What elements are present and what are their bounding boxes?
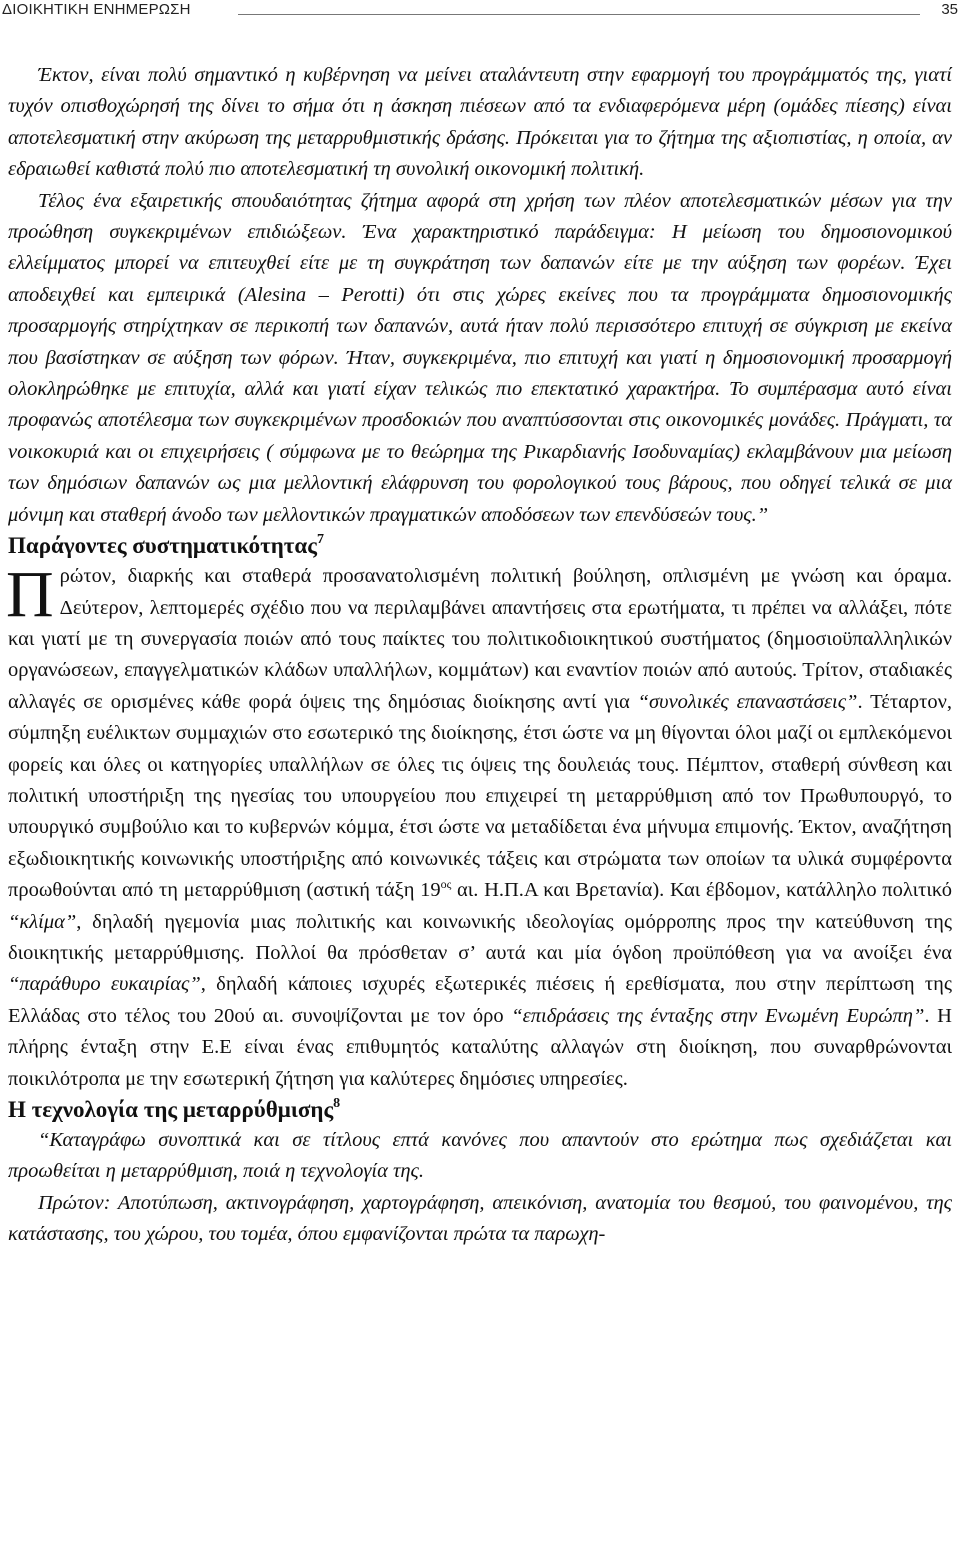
journal-title: ΔΙΟΙΚΗΤΙΚΗ ΕΝΗΜΕΡΩΣΗ — [2, 1, 191, 18]
section2-paragraph-1: “Καταγράφω συνοπτικά και σε τίτλους επτά κανόνες που απαντούν στο ερώτημα πως σχεδιάζεται και προωθείται η μεταρρύθμιση, ποιά η τεχνολογία της. — [8, 1129, 952, 1183]
running-header — [0, 0, 960, 24]
body-text: . Τέταρτον, σύμπηξη ευέλικτων συμμαχιών στο εσωτερικό της διοίκησης, έτσι ώστε να μη θίγονται όλοι μαζί οι εμπλεκόμενοι φορείς και όλες οι κατηγορίες υπαλλήλων σε όλες τις όψεις της δουλειάς τους. Πέμπτον, σταθερή σύνθεση και πολιτική υποστήριξη της ηγεσίας του υπουργείου που επιχειρεί τη μεταρρύθμιση από τον Πρωθυπουργό, το υπουργικό συμβούλιο και το κυβερνών κόμμα, έτσι ώστε να μεταδίδεται ένα μήνυμα επιμονής. Έκτον, αναζήτηση εξωδιοικητικής κοινωνικής υποστήριξης από κοινωνικές τάξεις και στρώματα των οποίων τα υλικά συμφέροντα προωθούνται από τη μεταρρύθμιση (αστική τάξη 19 — [8, 690, 952, 902]
emphasis-text: “επιδράσεις της ένταξης στην Ενωμένη Ευρώπη” — [511, 1004, 925, 1027]
footnote-ref-8: 8 — [333, 1096, 341, 1111]
section-heading-technology — [8, 1095, 952, 1125]
section2-paragraph-2: Πρώτον: Αποτύπωση, ακτινογράφηση, χαρτογράφηση, απεικόνιση, ανατομία του θεσμού, του φαινομένου, της κατάστασης, του χώρου, του τομέα, όπου εμφανίζονται πρώτα τα παρωχη- — [8, 1191, 952, 1246]
header-rule — [238, 14, 920, 15]
dropcap-letter: Π — [6, 558, 54, 632]
quote-paragraph-2: Τέλος ένα εξαιρετικής σπουδαιότητας ζήτημα αφορά στη χρήση των πλέον αποτελεσματικών μέσων για την προώθηση συγκεκριμένων επιδιώξεων. Ένα χαρακτηριστικό παράδειγμα: Η μείωση του δημοσιονομικού ελλείμματος μπορεί να επιτευχθεί είτε με τη συγκράτηση των δαπανών είτε με την αύξηση των φορέων. Έχει αποδειχθεί και εμπειρικά (Alesina – Perotti) ότι στις χώρες εκείνες που τα προγράμματα δημοσιονομικής προσαρμογής στηρίχτηκαν σε περικοπή των δαπανών, αυτά ήταν πολύ περισσότερο επιτυχή σε σύγκριση με εκείνα που βασίστηκαν σε αύξηση των φόρων. Ήταν, συγκεκριμένα, πιο επιτυχή και γιατί η δημοσιονομική προσαρμογή ολοκληρώθηκε με επιτυχία, αλλά και γιατί είχαν τελικώς πιο επεκτατικό χαρακτήρα. Το συμπέρασμα αυτό είναι προφανώς αποτέλεσμα των συγκεκριμένων προσδοκιών που αναπτύσσονται στις οικονομικές μονάδες. Πράγματι, τα νοικοκυριά και οι επιχειρήσεις ( σύμφωνα με το θεώρημα της Ρικαρδιανής Ισοδυναμίας) εκλαμβάνουν μια μείωση των δημόσιων δαπανών ως μια μελλοντική ελάφρυνση του φορολογικού τους βάρους, που οδηγεί τελικά σε μια μόνιμη και σταθερή άνοδο των μελλοντικών πραγματικών αποδόσεων των επενδύσεών τους.” — [8, 189, 952, 526]
body-text: , δηλαδή ηγεμονία μιας πολιτικής και κοινωνικής ιδεολογίας ομόρροπης προς την κατεύθυνση της διοικητικής μεταρρύθμισης. Πολλοί θα πρόσθεταν σ’ αυτά και μία όγδοη προϋπόθεση για να ανοίξει ένα — [8, 910, 952, 964]
emphasis-text: “συνολικές επαναστάσεις” — [637, 690, 858, 713]
page-number: 35 — [941, 1, 958, 18]
body-text: αι. Η.Π.Α και Βρετανία). Και έβδομον, κατάλληλο πολιτικό — [451, 879, 952, 902]
body-text: ρώτον, διαρκής και σταθερά προσανατολισμένη πολιτική βούληση, οπλισμένη με γνώση και όραμα. Δεύτερον, λεπτομερές σχέδιο που να περιλαμβάνει απαντήσεις στα ερωτήματα, τι πρέπει να αλλάξει, πότε και γιατί με τη συνεργασία ποιών από τους παίκτες του πολιτικοδιοικητικού συστήματος (δημοσιοϋπαλληλικών οργανώσεων, επαγγελματικών κλάδων υπαλλήλων, κομμάτων) και εναντίον ποιών από αυτούς. Τρίτον, σταδιακές αλλαγές σε ορισμένες κάθε φορά όψεις της δημόσιας διοίκησης αντί για — [8, 565, 952, 713]
quote-paragraph-1: Έκτον, είναι πολύ σημαντικό η κυβέρνηση να μείνει αταλάντευτη στην εφαρμογή του προγράμματός της, γιατί τυχόν οπισθοχώρησή της δίνει το σήμα ότι η άσκηση πιέσεων από τα ενδιαφερόμενα μέρη (ομάδες πίεσης) είναι αποτελεσματική στην ακύρωση της μεταρρυθμιστικής δράσης. Πρόκειται για το ζήτημα της αξιοπιστίας, η οποία, αν εδραιωθεί καθιστά πολύ πιο αποτελεσματική τη συνολική οικονομική πολιτική. — [8, 64, 952, 181]
emphasis-text: “κλίμα” — [8, 910, 77, 933]
section-heading-text: Παράγοντες συστηματικότητας — [8, 533, 317, 559]
body-text: , δηλαδή κάποιες ισχυρές εξωτερικές πιέσεις ή ερεθίσματα, που στην περίπτωση της Ελλάδας στο τέλος του 20ού αι. συνοψίζονται με τον όρο — [8, 973, 952, 1027]
section-heading-text: Η τεχνολογία της μεταρρύθμισης — [8, 1097, 334, 1122]
body-text: . Η πλήρης ένταξη στην Ε.Ε είναι ένας επιθυμητός καταλύτης αλλαγών στη διοίκηση, που συναρθρώνονται ποικιλότροπα με την εσωτερική ζήτηση για καλύτερες δημόσιες υπηρεσίες. — [8, 1004, 952, 1090]
ordinal-superscript: ος — [440, 877, 452, 892]
section1-body — [6, 558, 952, 1095]
main-content — [8, 60, 952, 1251]
section-heading-systematicity — [8, 531, 952, 561]
footnote-ref-7: 7 — [316, 532, 324, 548]
emphasis-text: “παράθυρο ευκαιρίας” — [8, 973, 201, 996]
